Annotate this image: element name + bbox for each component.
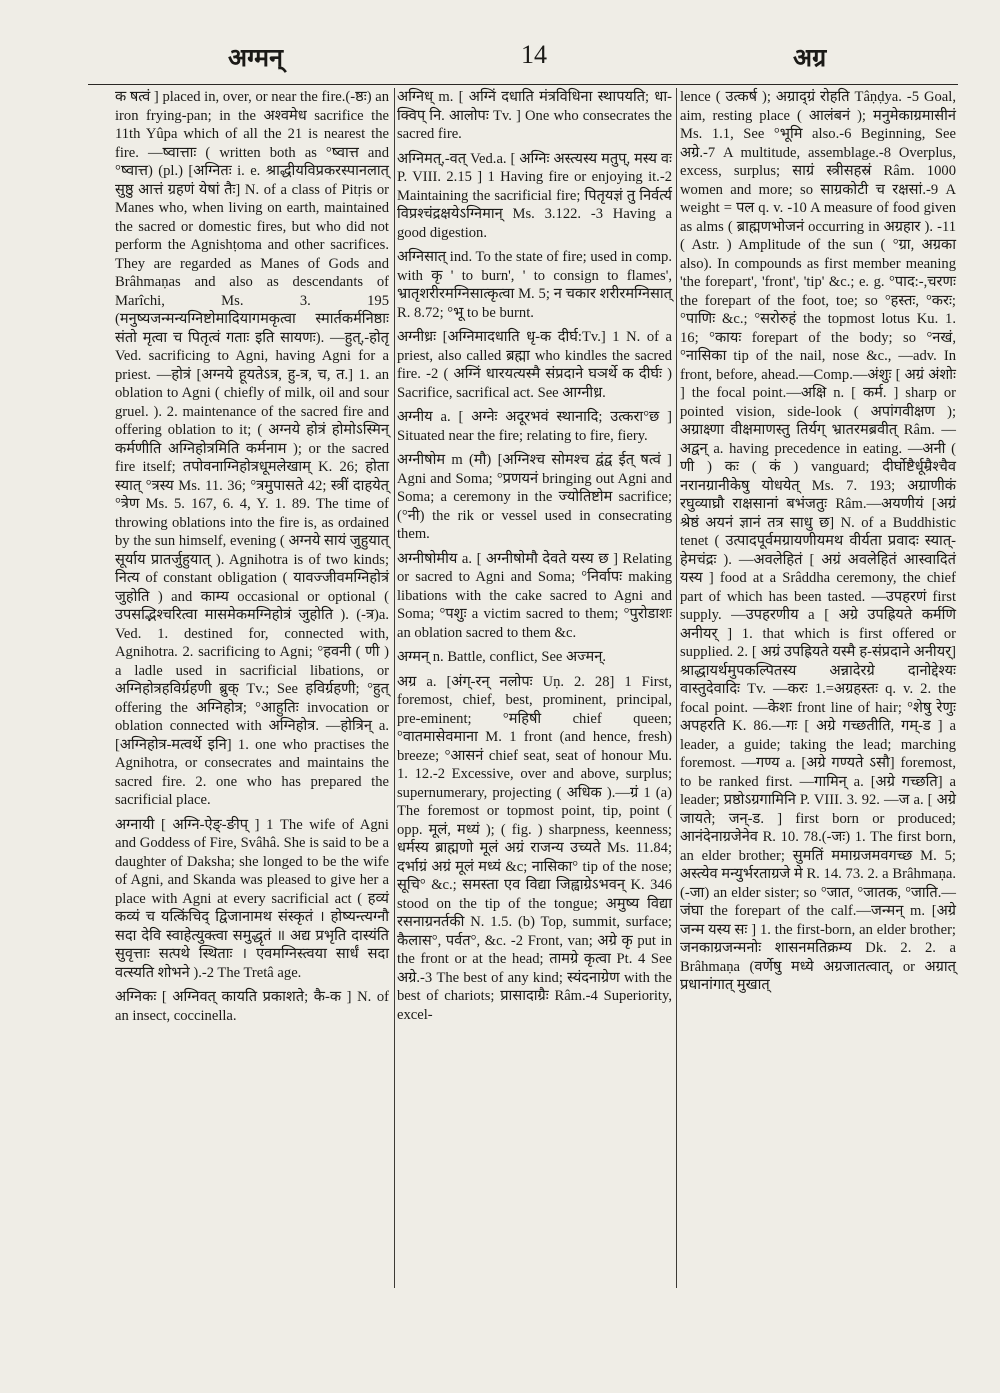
entry-agra-continued: lence ( उत्कर्ष ); अग्राद्ग्रं रोहति Tâṇḍya. -5 Goal, aim, resting place ( आलंबनं ); मनुमेकाग्रमासीनं Ms. 1.1, See °भूमि also.-6 Beginning, See अग्रे.-7 A multitude, assemblage.-8 Overplus, excess, surplus; साग्रं स्त्रीसहस्रं Râm. 1000 women and more; so साग्रकोटी च रक्षसां.-9 A weight = पल q. v. -10 A measure of food given as alms ( ब्राह्मणभोजनं occurring in अग्रहार ). -11 ( Astr. ) Amplitude of the sun ( °ग्रा, अग्रका also). In compounds as first member meaning 'the forepart', 'front', 'tip' &c.; e. g. °पाद:-,चरणः the forepart of the foot, toe; so °हस्तः, °करः; °पाणिः &c.; °सरोरुहं the topmost lotus Ku. 1. 16; °कायः forepart of the body; so °नखं, °नासिका tip of the nail, nose &c., —adv. In front, before, ahead.—Comp.—अंशुः [ अग्रं अंशोः ] the focal point.—अक्षि n. [ कर्म. ] sharp or pointed vision, side-look ( अपांगवीक्षण ); अग्राक्ष्णा वीक्षमाणस्तु तिर्यग् भ्रातरमब्रवीत् Râm. —अद्वन् a. having precedence in eating. —अनी ( णी ) कः ( कं ) vanguard; दीर्घोष्टैर्धूम्रैश्चैव नरानग्रानीकेषु योधयेत् Ms. 7. 193; अग्राणीकं रघुव्याघ्रौ राक्षसानां बभंजतुः Râm.—अयणीयं [अग्रं श्रेष्ठं अयनं ज्ञानं तत्र साधु छ] N. of a Buddhistic tenet ( उत्पादपूर्वमग्रायणीयमथ वीर्यता प्रवादः स्यात्-हेमचंद्रः ). —अवलेहितं [ अग्रं अवलेहितं आस्वादितं यस्य ] food at a Srâddha ceremony, the chief part of which has been tasted. —उपहरणं first supply. —उपहरणीय a [ अग्रे उपह्रियते कर्मणि अनीयर् ] 1. that which is first offered or supplied. 2. [ अग्रं उपह्रियते यस्मै ह-संप्रदाने अनीयर्] श्राद्धायर्थमुपकल्पितस्य अन्नादेरग्रे दानोद्देश्यः वास्तुदेवादिः Tv. —करः 1.=अग्रहस्तः q. v. 2. the focal point. —केशः front line of hair; °शेषु रेणुः अपहरति K. 86.—गः [ अग्रे गच्छतीति, गम्-ड ] a leader, a guide; taking the lead; marching foremost. —गण्य a. [अग्रे गण्यते ऽसौ] foremost, to be ranked first. —गामिन् a. [अग्रे गच्छति] a leader; प्रष्ठोऽग्रगामिनि P. VIII. 3. 92. —ज a. [ अग्रे जायते; जन्-ड. ] first born or produced; आनंदेनाग्रजेनेव R. 10. 78.(-जः) 1. The first born, an elder brother; सुमतिं ममाग्रजमवगच्छ M. 5; अस्त्येव मन्युर्भरताग्रजे मे R. 14. 73. 2. a Brâhmaṇa. (-जा) an elder sister; so °जात, °जातक, °जाति.—जंघा the forepart of the calf.—जन्मन् m. [अग्रे जन्म यस्य सः ] 1. the first-born, an elder brother; जनकाग्रजन्मनोः शासनमतिक्रम्य Dk. 2. 2. a Brâhmaṇa (वर्णेषु मध्ये अग्रजातत्वात्, or अग्रात् प्रधानांगात् मुखात्: [680, 89, 956, 993]
column-divider-1: [394, 88, 395, 1288]
page-header: [0, 40, 1000, 80]
column-divider-2: [676, 88, 677, 1288]
column-3: [680, 88, 956, 1001]
column-1: [115, 88, 389, 1031]
column-2: [397, 88, 672, 1030]
header-rule: [88, 84, 958, 85]
left-running-headword: अग्मन्: [228, 43, 283, 72]
right-running-headword: अग्र: [793, 43, 827, 72]
entry-agnidh: अग्निध् m. [ अग्निं दधाति मंत्रविधिना स्थापयति; धा-क्विप् नि. आलोपः Tv. ] One who consecrates the sacred fire.: [397, 89, 672, 142]
entry-agnishvatta: क षत्वं ] placed in, over, or near the fire.(-ष्ठः) an iron frying-pan; in the अश्वमेध sacrifice the 11th Yûpa which of all the 21 is nearest the fire. —ष्वात्ताः ( written both as °ष्वात्त and °ष्वात्त) (pl.) [अग्नितः i. e. श्राद्धीयविप्रकरस्पानलात् सुष्ठु आत्तं ग्रहणं येषां तैः] N. of a class of Pitṛis or Manes who, when living on earth, maintained the sacred or domestic fires, but who did not perform the Agnishṭoma and other sacrifices. They are regarded as Manes of Gods and Brâhmaṇas and also as descendants of Marîchi, Ms. 3. 195 (मनुष्यजन्मन्यग्निष्टोमादियागमकृत्वा स्मार्तकर्मनिष्ठाः संतो मृत्वा च पितृत्वं गताः इति सायणः). —हुत्,-होतृ Ved. sacrificing to Agni, having Agni for a priest. —होत्रं [अग्नये हूयतेऽत्र, हु-त्र, च, त.] 1. an oblation to Agni ( chiefly of milk, oil and sour gruel. ). 2. maintenance of the sacred fire and offering oblation to it; ( अग्नये होत्रं होमोऽस्मिन् कर्मणीति अग्निहोत्रमिति कर्मनाम ); or the sacred fire itself; तपोवनाग्निहोत्रधूमलेखाम् K. 26; होता स्यात् °त्रस्य Ms. 11. 36; °त्रमुपासते 42; स्त्रीं दाहयेत् °त्रेण Ms. 5. 167, 6. 4, Y. 1. 89. The time of throwing oblations into the fire is, as ordained by the sun himself, evening ( अग्नये सायं जुहुयात् सूर्याय प्रातर्जुहुयात् ). Agnihotra is of two kinds; नित्य of constant obligation ( यावज्जीवमग्निहोत्रं जुहोति ) and काम्य occasional or optional ( उपसद्भिश्चरित्वा मासमेकमग्निहोत्रं जुहोति ). (-त्र)a. Ved. 1. destined for, connected with, Agnihotra. 2. sacrificing to Agni; °हवनी ( णी ) a ladle used in sacrificial libations, or अग्निहोत्रहविर्ग्रहणी ब्रुक् Tv.; See हविर्ग्रहणी; °हुत् offering the अग्निहोत्र; °आहुतिः invocation or oblation connected with अग्निहोत्र. —होत्रिन् a. [अग्निहोत्र-मत्वर्थे इनि] 1. one who practises the Agnihotra, or consecrates and maintains the sacred fire. 2. one who has prepared the sacrificial place.: [115, 89, 389, 808]
entry-agnimat: अग्निमत्,-वत् Ved.a. [ अग्निः अस्त्यस्य मतुप्, मस्य वः P. VIII. 2.15 ] 1 Having fire or enjoying it.-2 Maintaining the sacrificial fire; पितृयज्ञं तु निर्वर्त्य विप्रश्चंद्रक्षयेऽग्निमान् Ms. 3.122. -3 Having a good digestion.: [397, 150, 672, 241]
entry-agman: अग्मन् n. Battle, conflict, See अज्मन्.: [397, 649, 607, 665]
page-number: 14: [521, 40, 547, 69]
entry-agnishomiya: अग्नीषोमीय a. [ अग्नीषोमौ देवते यस्य छ ] Relating or sacred to Agni and Soma; °निर्वापः making libations with the cake sacred to Agni and Soma; °पशुः a victim sacred to them; °पुरोडाशः an oblation sacred to them &c.: [397, 550, 672, 641]
entry-agniya: अग्नीय a. [ अग्नेः अदूरभवं स्थानादि; उत्करा°छ ] Situated near the fire; relating to fire, fiery.: [397, 409, 672, 444]
entry-agnisat: अग्निसात् ind. To the state of fire; used in comp. with कृ ' to burn', ' to consign to flames', भ्रातृशरीरमग्निसात्कृत्वा M. 5; न चकार शरीरमग्निसात् R. 8.72; °भू to be burnt.: [397, 249, 672, 321]
entry-agnidhra: अग्नीध्रः [अग्निमादधाति धृ-क दीर्घ:Tv.] 1 N. of a priest, also called ब्रह्मा who kindles the sacred fire. -2 ( अग्निं धारयत्यस्मै संप्रदाने घञर्थे क दीर्घः ) Sacrifice, sacrifical act. See आग्नीध्र.: [397, 329, 672, 401]
entry-agnika: अग्निकः [ अग्निवत् कायति प्रकाशते; कै-क ] N. of an insect, coccinella.: [115, 989, 389, 1024]
entry-agra: अग्र a. [अंग्-रन् नलोपः Uṇ. 2. 28] 1 First, foremost, chief, best, prominent, principal, pre-eminent; °महिषी chief queen; °वातमासेवमाना M. 1 front (and hence, fresh) breeze; °आसनं chief seat, seat of honour Mu. 1. 12.-2 Excessive, over and above, surplus; supernumerary, projecting ( अधिक ).—ग्रं 1 (a) The foremost or topmost point, tip, point ( opp. मूलं, मध्यं ); ( fig. ) sharpness, keenness; धर्मस्य ब्राह्मणो मूलं अग्रं राजन्य उच्यते Ms. 11.84; दर्भाग्रं अग्रं मूलं मध्यं &c; नासिका° tip of the nose; सूचि° &c.; समस्ता एव विद्या जिह्वाग्रेऽभवन् K. 346 stood on the tip of the tongue; अमुष्य विद्या रसनाग्रनर्तकी N. 1.5. (b) Top, summit, surface; कैलास°, पर्वत°, &c. -2 Front, van; अग्रे कृ put in the front or at the head; तामग्रे कृत्वा Pt. 4 See अग्रे.-3 The best of any kind; स्यंदनाग्रेण with the best of chariots; प्रासादाग्रैः Râm.-4 Superiority, excel-: [397, 673, 672, 1023]
entry-agnishoma: अग्नीषोम m (मौ) [अग्निश्च सोमश्च द्वंद्व ईत् षत्वं ] Agni and Soma; °प्रणयनं bringing out Agni and Soma; a ceremony in the ज्योतिष्टोम sacrifice; (°नी) the rik or vessel used in consecrating them.: [397, 452, 672, 542]
entry-agnayi: अग्नायी [ अग्नि-ऐङ्-ङीप् ] 1 The wife of Agni and Goddess of Fire, Svâhâ. She is said to be a daughter of Daksha; she longed to be the wife of Agni, and Skanda was pleased to give her a place with Agni at every sacrificial act ( हव्यं कव्यं च यत्किंचिद् द्विजानामथ संस्कृतं । होष्यन्त्यग्नौ सदा देवि स्वाहेत्युक्त्वा समुद्धृतं ॥ अद्य प्रभृति दास्यंति सुवृत्ताः सत्पथे स्थिताः । एवमग्निस्त्वया सार्धं सदा वत्स्यति शोभने ).-2 The Tretâ age.: [115, 816, 389, 981]
